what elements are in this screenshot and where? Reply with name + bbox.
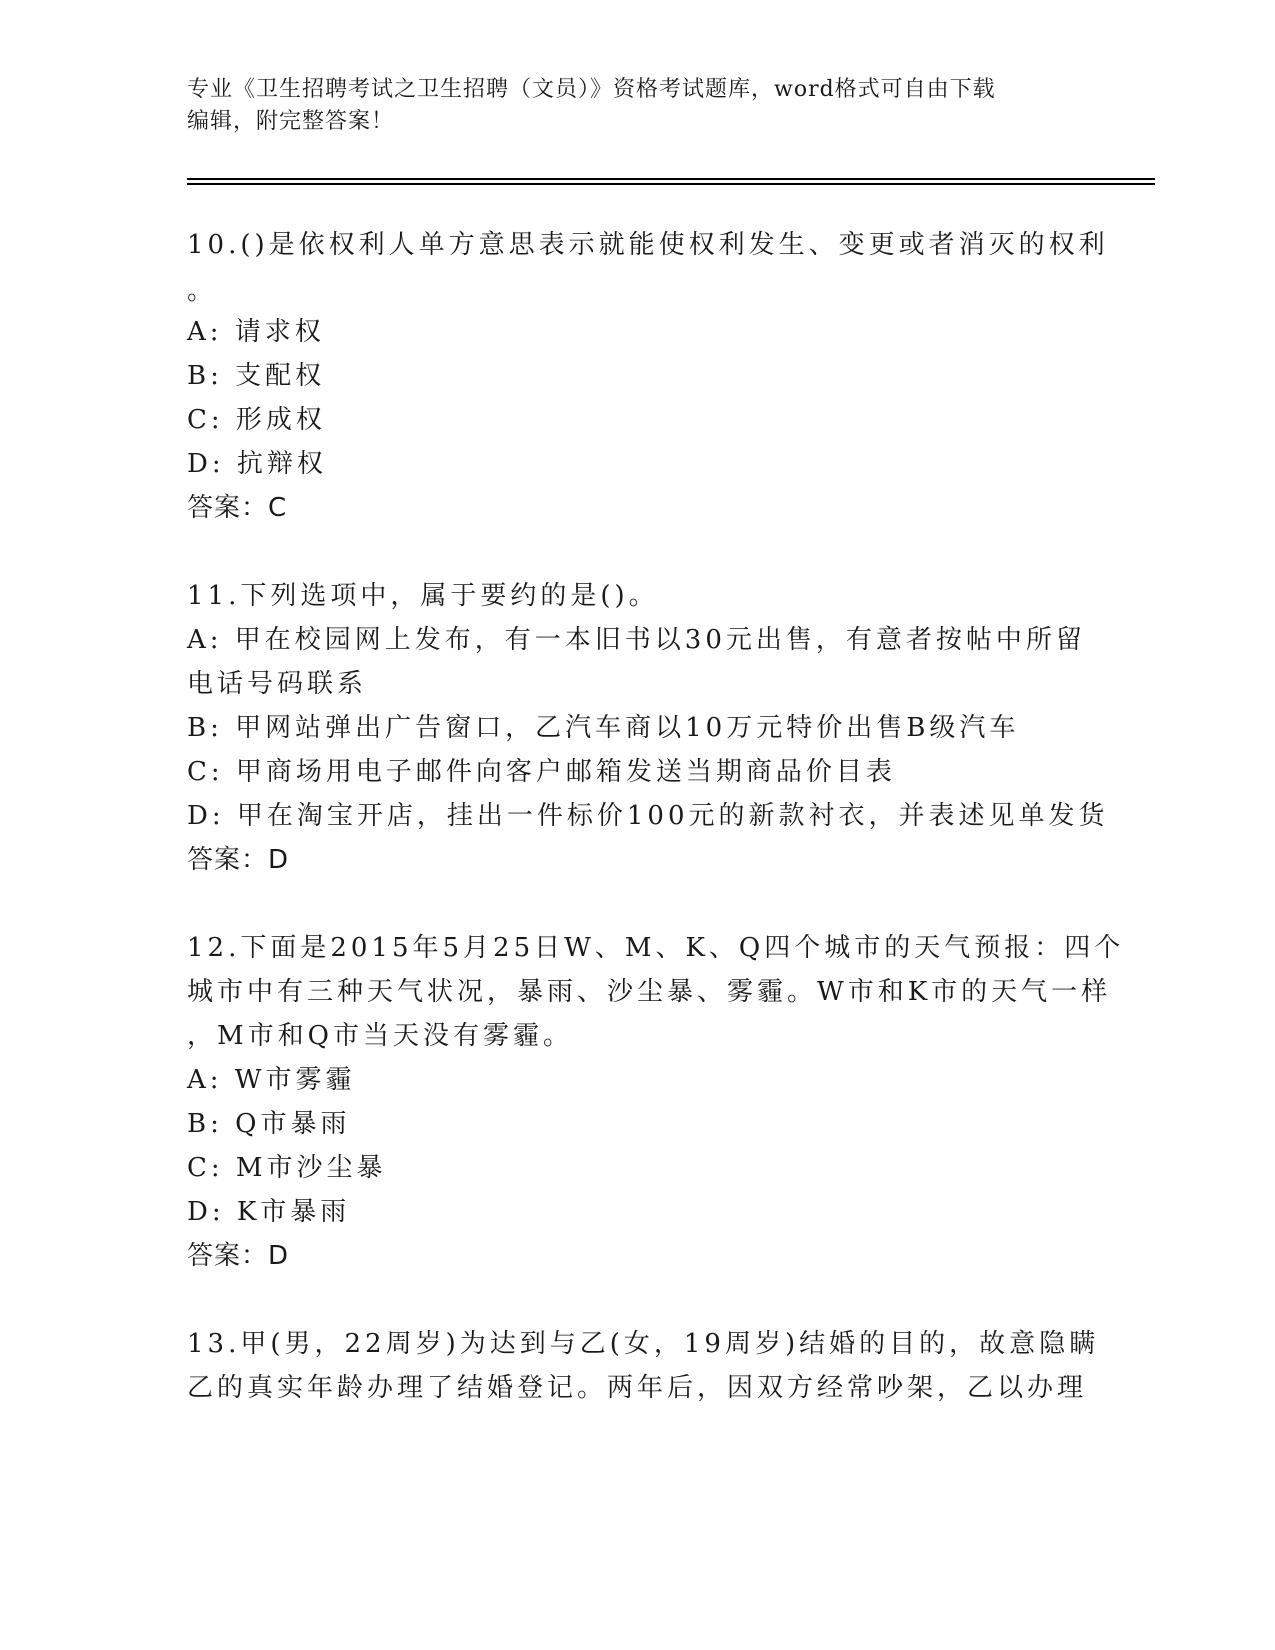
q12-answer: 答案：D: [187, 1241, 290, 1271]
q11-answer: 答案：D: [187, 845, 290, 875]
q13-stem-line-2: 乙的真实年龄办理了结婚登记。两年后，因双方经常吵架，乙以办理: [187, 1373, 1088, 1403]
q10-option-c: C: 形成权: [187, 405, 326, 435]
q12-stem-line-2: 城市中有三种天气状况，暴雨、沙尘暴、雾霾。W市和K市的天气一样: [187, 977, 1112, 1007]
q10-stem-line-2: 。: [187, 276, 218, 306]
q12-option-a: A: W市雾霾: [187, 1065, 356, 1095]
q10-option-d: D: 抗辩权: [187, 449, 327, 479]
q10-option-b: B: 支配权: [187, 361, 326, 391]
q13-stem-line-1: 13.甲(男，22周岁)为达到与乙(女，19周岁)结婚的目的，故意隐瞒: [187, 1329, 1100, 1359]
q12-option-d: D: K市暴雨: [187, 1197, 351, 1227]
q12-stem-line-1: 12.下面是2015年5月25日W、M、K、Q四个城市的天气预报：四个: [187, 933, 1125, 963]
q10-option-a: A: 请求权: [187, 317, 325, 347]
q12-option-b: B: Q市暴雨: [187, 1109, 351, 1139]
q11-option-a-line-1: A: 甲在校园网上发布，有一本旧书以30元出售，有意者按帖中所留: [187, 625, 1086, 655]
header-divider-bottom: [187, 183, 1155, 185]
q10-answer: 答案：C: [187, 493, 288, 523]
header-divider-top: [187, 178, 1155, 180]
header-line-1: 专业《卫生招聘考试之卫生招聘（文员）》资格考试题库，word格式可自由下载: [187, 77, 996, 102]
q11-stem-line-1: 11.下列选项中，属于要约的是()。: [187, 581, 659, 611]
document-header: [187, 74, 1067, 138]
q12-stem-line-3: ，M市和Q市当天没有雾霾。: [187, 1021, 573, 1051]
q11-option-b: B: 甲网站弹出广告窗口，乙汽车商以10万元特价出售B级汽车: [187, 713, 1020, 743]
q11-option-d: D: 甲在淘宝开店，挂出一件标价100元的新款衬衣，并表述见单发货: [187, 801, 1109, 831]
q12-option-c: C: M市沙尘暴: [187, 1153, 387, 1183]
q11-option-a-line-2: 电话号码联系: [187, 669, 368, 699]
header-line-2: 编辑，附完整答案！: [187, 109, 395, 134]
q10-stem-line-1: 10.()是依权利人单方意思表示就能使权利发生、变更或者消灭的权利: [187, 230, 1109, 260]
q11-option-c: C: 甲商场用电子邮件向客户邮箱发送当期商品价目表: [187, 757, 896, 787]
